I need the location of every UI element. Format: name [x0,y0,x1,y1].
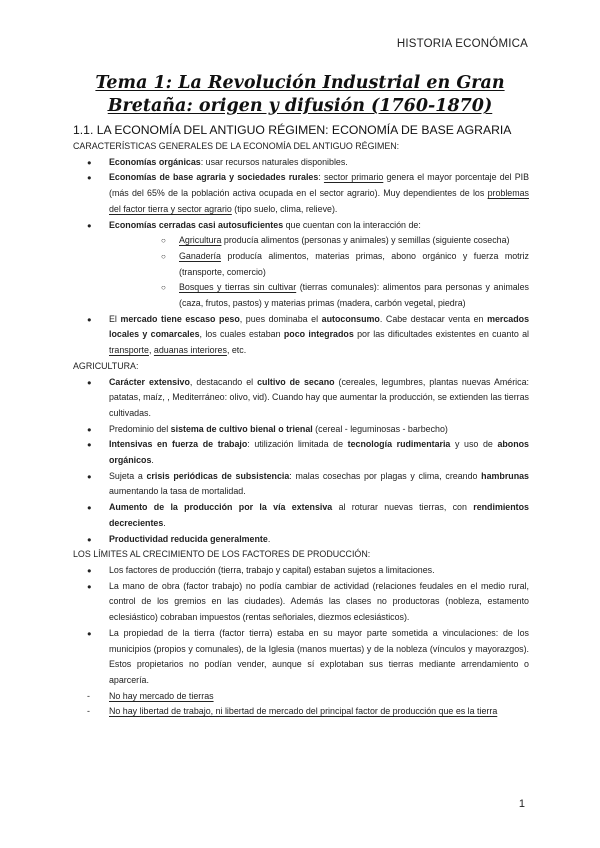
underlined-text: transporte [109,345,149,356]
document-body [73,121,529,720]
running-header: HISTORIA ECONÓMICA [396,38,528,50]
list-item [73,170,529,217]
text-run: , pues dominaba el [239,313,322,324]
list-item-text [109,502,529,528]
bold-text: hambrunas [481,470,529,481]
list-item-text [109,581,529,622]
text-run: . [151,455,154,466]
bold-text: Productividad reducida generalmente [109,533,268,544]
text-run: aumentando la tasa de mortalidad. [109,486,246,497]
underlined-text: sector primario [323,172,384,183]
bold-text: crisis periódicas de subsistencia [146,470,290,481]
text-run: El [109,313,121,324]
dash-item [73,689,529,705]
list-item [73,437,529,468]
text-run: : usar recursos naturales disponibles. [200,156,348,167]
text-run: La mano de obra (factor trabajo) no podía cambiar de actividad (relaciones feudales en el medio rural, control de los gremios en las ciudades). Además las clases no productoras (nobleza, estamento eclesiástico) cobraban impuestos (rentas señoriales, diezmos eclesiásticos). [109,580,529,623]
sub-list-item [109,233,529,249]
underlined-text: problemas del factor tierra y sector agrario [109,188,529,214]
limits-heading: LOS LÍMITES AL CRECIMIENTO DE LOS FACTORES DE PRODUCCIÓN: [73,549,371,560]
list-item-text [109,534,270,544]
list-item [73,532,529,548]
dash-item-text [109,691,214,701]
underlined-text: Agricultura [179,235,222,246]
text-run: . [267,533,271,544]
text-run: , etc. [226,345,247,356]
agriculture-list [73,375,529,548]
list-item-text [109,565,435,575]
sub-list-item-text [179,235,510,245]
list-item [73,626,529,689]
sub-list [109,233,529,312]
bold-text: sistema de cultivo bienal o trienal [170,423,313,434]
text-run: , destacando el [189,376,258,387]
text-run: : [318,172,324,183]
bold-text: mercado tiene escaso peso [120,313,240,324]
text-run: (tierras comunales): alimentos para personas y animales (caza, frutos, pastos) y materias primas (madera, carbón vegetal, piedra) [179,282,529,309]
underlined-text: Ganadería [179,250,221,261]
underlined-text: No hay libertad de trabajo, ni libertad de mercado del principal factor de producción que es la tierra [109,706,498,717]
document-title: Tema 1: La Revolución Industrial en Gran Bretaña: origen y difusión (1760-1870) [95,73,505,116]
text-run: y uso de [450,439,498,450]
text-run: (cereal - leguminosas - barbecho) [312,423,448,434]
text-run: . Cabe destacar venta en [379,313,488,324]
list-item [73,312,529,359]
text-run: , [148,345,154,356]
bold-text: Aumento de la producción por la vía extensiva [109,502,333,513]
underlined-text: Bosques y tierras sin cultivar [179,282,297,293]
bold-text: tecnología rudimentaria [347,439,451,450]
bold-text: abonos orgánicos [109,439,529,466]
text-run: genera el mayor porcentaje del PIB (más del 65% de la población activa ocupada en el sector agrario). Muy dependientes de los [109,172,529,199]
sub-list-item [109,280,529,311]
text-run: producía alimentos, materias primas, abono orgánico y fuerza motriz (transporte, comercio) [179,250,529,277]
bold-text: Economías orgánicas [109,156,201,167]
sub-list-item-text [179,282,529,308]
list-item [73,375,529,422]
bold-text: autoconsumo [321,313,380,324]
text-run: por las dificultades existentes en cuanto al [353,329,529,340]
text-run: producía alimentos (personas y animales) y semillas (siguiente cosecha) [221,235,510,246]
underlined-text: aduanas interiores [153,345,227,356]
bold-text: cultivo de secano [257,376,335,387]
text-run: , los cuales estaban [199,329,284,340]
dash-item [73,704,529,720]
underlined-text: No hay mercado de tierras [109,690,214,701]
agriculture-heading: AGRICULTURA: [73,360,139,371]
list-item-text [109,377,529,418]
list-item-text [109,172,529,213]
text-run: (tipo suelo, clima, relieve). [231,203,338,214]
bold-text: Carácter extensivo [109,376,190,387]
bold-text: rendimientos decrecientes [109,502,529,528]
limits-dash-list [73,689,529,720]
list-item-text [109,439,529,465]
text-run: : utilización limitada de [247,439,348,450]
text-run: Predominio del [109,423,171,434]
bold-text: Economías cerradas casi autosuficientes [109,219,284,230]
list-item [73,155,529,171]
sub-list-item-text [179,251,529,277]
characteristics-heading: CARACTERÍSTICAS GENERALES DE LA ECONOMÍA DEL ANTIGUO RÉGIMEN: [73,141,400,151]
limits-list [73,563,529,689]
text-run: Los factores de producción (tierra, trabajo y capital) estaban sujetos a limitaciones. [109,564,435,575]
characteristics-list [73,155,529,359]
list-item-text [109,220,421,230]
bold-text: mercados locales y comarcales [109,313,530,340]
list-item-text [109,628,529,685]
list-item [73,469,529,500]
list-item-text [109,424,448,434]
list-item [73,500,529,531]
text-run: . [163,517,166,528]
bold-text: Intensivas en fuerza de trabajo [109,439,248,450]
text-run: : malas cosechas por plagas y clima, creando [289,470,482,481]
bold-text: Economías de base agraria y sociedades rurales [109,172,319,183]
list-item [73,579,529,626]
section-heading: 1.1. LA ECONOMÍA DEL ANTIGUO RÉGIMEN: ECONOMÍA DE BASE AGRARIA [73,123,512,137]
sub-list-item [109,249,529,280]
list-item-text [109,157,348,167]
dash-item-text [109,706,497,716]
bold-text: poco integrados [283,329,354,340]
list-item [73,563,529,579]
list-item-text [109,314,529,355]
list-item [73,218,529,312]
text-run: al roturar nuevas tierras, con [332,502,474,513]
text-run: que cuentan con la interacción de: [283,219,421,230]
list-item [73,422,529,438]
list-item-text [109,471,529,497]
text-run: Sujeta a [109,470,147,481]
text-run: (cereales, legumbres, plantas nuevas América: patatas, maíz, , Mediterráneo: olivo, vid). Cuando hay que aumentar la producción, se extienden las tierras cultivadas. [109,376,529,418]
text-run: La propiedad de la tierra (factor tierra) estaba en su mayor parte sometida a vinculaciones: de los municipios (propios y comunales), de la Iglesia (manos muertas) y de la nobleza (vínculos y mayorazgos). Estos propietarios no podían vender, aunque sí explotaban sus tierras mediante arrendamiento o aparcería. [109,627,529,685]
page-number: 1 [518,798,525,810]
